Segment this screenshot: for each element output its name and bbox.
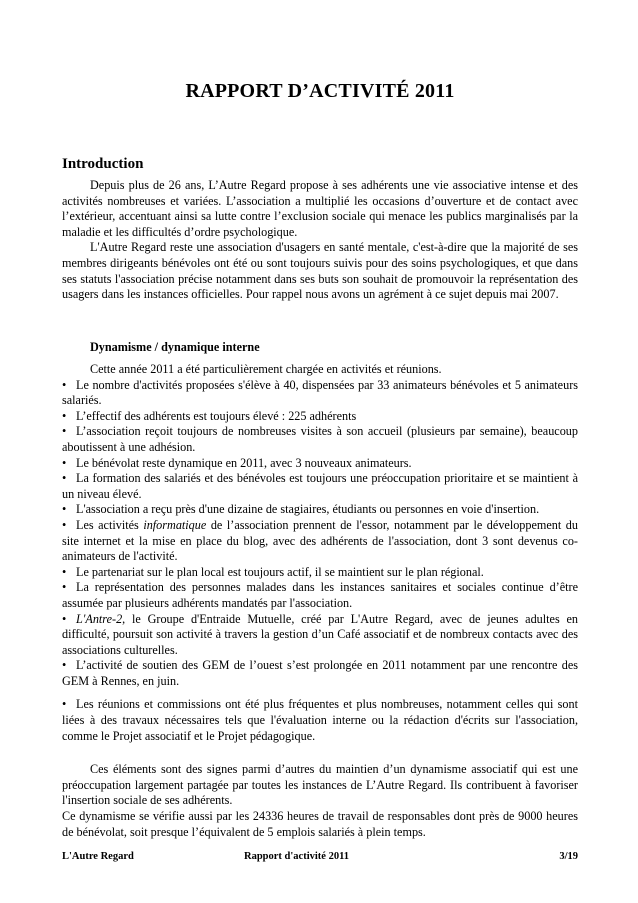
bullet-icon: • (62, 502, 67, 517)
section-heading-introduction: Introduction (62, 156, 144, 172)
closing-paragraph-1: Ces éléments sont des signes parmi d’autres du maintien d’un dynamisme associatif qui est une préoccupation largement partagée par toutes les instances de L’Autre Regard. Ils contribuent à favoriser l'insertion sociale de ses adhérents. (62, 762, 578, 808)
bullet-icon: • (62, 455, 67, 470)
dynamisme-intro: Cette année 2011 a été particulièrement chargée en activités et réunions. (90, 362, 442, 376)
list-item-antre: • L'Antre-2, le Groupe d'Entraide Mutuelle, créé par L'Autre Regard, avec de jeunes adultes en difficulté, poursuit son activité à travers la gestion d’un Café associatif et de nombreux contacts avec des associations culturelles. (62, 611, 578, 657)
bullet-icon: • (62, 471, 67, 486)
bullet-icon: • (62, 658, 67, 673)
dynamisme-body (62, 362, 578, 840)
footer-document-title: Rapport d'activité 2011 (244, 851, 349, 862)
footer-organization: L'Autre Regard (62, 851, 134, 862)
document-title: RAPPORT D’ACTIVITÉ 2011 (185, 80, 455, 102)
bullet-icon: • (62, 580, 67, 595)
list-item: • Le nombre d'activités proposées s'élève à 40, dispensées par 33 animateurs bénévoles et 5 animateurs salariés. (62, 377, 578, 408)
bullet-icon: • (62, 377, 67, 392)
list-item: • L’effectif des adhérents est toujours élevé : 225 adhérents (62, 408, 357, 423)
list-item-gem: • L’activité de soutien des GEM de l’ouest s’est prolongée en 2011 notamment par une rencontre des GEM à Rennes, en juin. (62, 658, 578, 688)
section-heading-dynamisme: Dynamisme / dynamique interne (90, 340, 260, 354)
list-item: • Le partenariat sur le plan local est toujours actif, il se maintient sur le plan régional. (62, 564, 484, 579)
footer-page-number: 3/19 (559, 851, 578, 862)
bullet-icon: • (62, 697, 67, 712)
intro-paragraph-2: L'Autre Regard reste une association d'usagers en santé mentale, c'est-à-dire que la majorité de ses membres dirigeants bénévoles ont été ou sont toujours suivis pour des soins psychologiques, et que dans ses statuts l'association précise notamment dans ses buts son souhait de promouvoir la représentation des usagers dans les instances officielles. Pour rappel nous avons un agrément à ce sujet depuis mai 2007. (62, 240, 578, 302)
bullet-icon: • (62, 564, 67, 579)
list-item: • Le bénévolat reste dynamique en 2011, avec 3 nouveaux animateurs. (62, 455, 412, 470)
list-item-reunions: • Les réunions et commissions ont été plus fréquentes et plus nombreuses, notamment celles qui sont liées à des travaux nécessaires tels que l'évaluation interne ou la rédaction d'écrits sur l'association, comme le Projet associatif et le Projet pédagogique. (62, 697, 578, 743)
list-item: • L’association reçoit toujours de nombreuses visites à son accueil (plusieurs par semaine), beaucoup aboutissent à une adhésion. (62, 424, 578, 454)
list-item-informatique: • Les activités informatique de l’association prennent de l'essor, notamment par le développement du site internet et la mise en place du blog, avec des adhérents de l'association, dont 3 sont devenus co-animateurs de l'activité. (62, 517, 578, 564)
intro-paragraph-1: Depuis plus de 26 ans, L’Autre Regard propose à ses adhérents une vie associative intense et des activités nombreuses et variées. L’association a multiplié les occasions d’ouverture et de contact avec l’extérieur, accentuant ainsi sa lutte contre l’exclusion sociale qui menace les publics marginalisés par la maladie et les difficultés d’ordre psychologique. (62, 178, 578, 239)
bullet-icon: • (62, 408, 67, 423)
closing-paragraph-2: Ce dynamisme se vérifie aussi par les 24336 heures de travail de responsables dont près de 9000 heures de bénévolat, soit presque l’équivalent de 5 emplois salariés à plein temps. (62, 809, 578, 839)
introduction-body (62, 178, 578, 303)
bullet-icon: • (62, 611, 67, 626)
list-item: • L'association a reçu près d'une dizaine de stagiaires, étudiants ou personnes en voie d'insertion. (62, 502, 540, 517)
list-item: • La formation des salariés et des bénévoles est toujours une préoccupation prioritaire et se maintient à un niveau élevé. (62, 471, 578, 501)
bullet-icon: • (62, 424, 67, 439)
list-item: • La représentation des personnes malades dans les instances sanitaires et sociales continue d’être assumée par plusieurs adhérents mandatés par l'association. (62, 580, 578, 610)
bullet-icon: • (62, 517, 67, 532)
